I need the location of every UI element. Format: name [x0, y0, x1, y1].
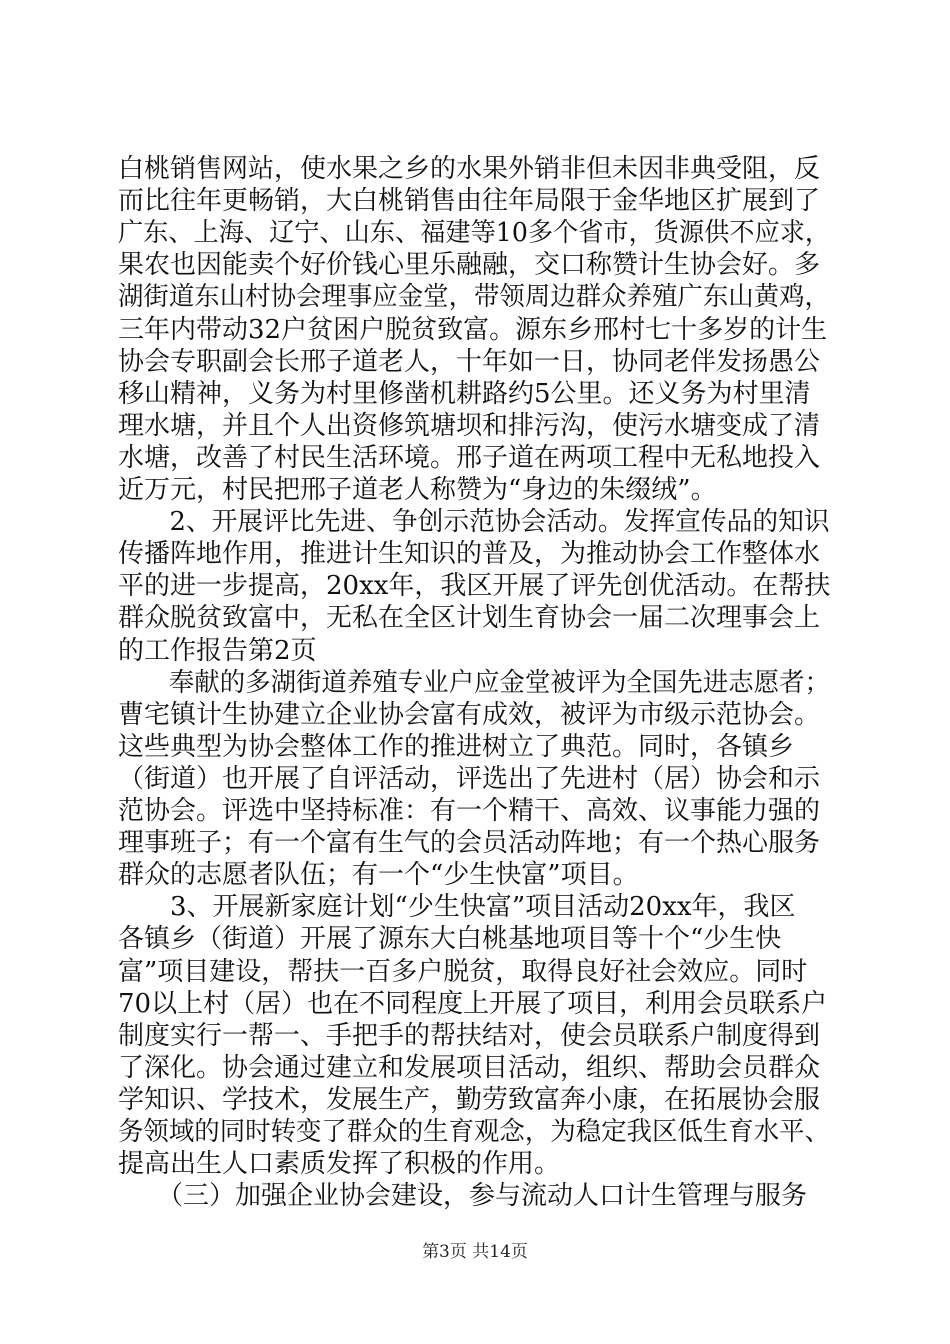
text-line: 了深化。协会通过建立和发展项目活动，组织、帮助会员群众 — [118, 1053, 821, 1083]
text-line: 群众脱贫致富中，无私在全区计划生育协会一届二次理事会上 — [118, 603, 821, 633]
text-line: 移山精神，义务为村里修凿机耕路约5公里。还义务为村里清 — [118, 379, 811, 409]
text-line: 务领域的同时转变了群众的生育观念，为稳定我区低生育水平、 — [118, 1117, 830, 1147]
text-line: （三）加强企业协会建设，参与流动人口计生管理与服务 — [118, 1181, 808, 1211]
text-line: 果农也因能卖个好价钱心里乐融融，交口称赞计生协会好。多 — [118, 250, 821, 280]
text-line: 制度实行一帮一、手把手的帮扶结对，使会员联系户制度得到 — [118, 1021, 821, 1051]
text-line: 湖街道东山村协会理事应金堂，带领周边群众养殖广东山黄鸡， — [118, 282, 830, 312]
text-line: 富”项目建设，帮扶一百多户脱贫，取得良好社会效应。同时 — [118, 957, 808, 987]
text-line: （街道）也开展了自评活动，评选出了先进村（居）协会和示 — [118, 764, 821, 794]
text-line: 传播阵地作用，推进计生知识的普及，为推动协会工作整体水 — [118, 539, 821, 569]
text-line: 协会专职副会长邢子道老人，十年如一日，协同老伴发扬愚公 — [118, 347, 821, 377]
text-line: 的工作报告第2页 — [118, 636, 317, 666]
text-line: 水塘，改善了村民生活环境。邢子道在两项工程中无私地投入 — [118, 443, 821, 473]
text-line: 而比往年更畅销，大白桃销售由往年局限于金华地区扩展到了 — [118, 186, 821, 216]
text-line: 理事班子；有一个富有生气的会员活动阵地；有一个热心服务 — [118, 828, 821, 858]
text-line: 近万元，村民把邢子道老人称赞为“身边的朱缀绒”。 — [118, 475, 717, 505]
text-line: 平的进一步提高，20xx年，我区开展了评先创优活动。在帮扶 — [118, 571, 831, 601]
text-line: 这些典型为协会整体工作的推进树立了典范。同时，各镇乡 — [118, 732, 795, 762]
text-line: 白桃销售网站，使水果之乡的水果外销非但未因非典受阻，反 — [118, 154, 821, 184]
text-line: 70以上村（居）也在不同程度上开展了项目，利用会员联系户 — [118, 989, 828, 1019]
text-line: 各镇乡（街道）开展了源东大白桃基地项目等十个“少生快 — [118, 924, 782, 954]
text-line: 学知识、学技术，发展生产，勤劳致富奔小康，在拓展协会服 — [118, 1085, 821, 1115]
text-line: 2、开展评比先进、争创示范协会活动。发挥宣传品的知识 — [118, 507, 830, 537]
text-line: 群众的志愿者队伍；有一个“少生快富”项目。 — [118, 860, 639, 890]
text-line: 理水塘，并且个人出资修筑塘坝和排污沟，使污水塘变成了清 — [118, 411, 821, 441]
page-footer: 第3页 共14页 — [422, 1242, 528, 1262]
text-line: 广东、上海、辽宁、山东、福建等10多个省市，货源供不应求， — [118, 218, 831, 248]
text-line: 曹宅镇计生协建立企业协会富有成效，被评为市级示范协会。 — [118, 700, 821, 730]
text-line: 提高出生人口素质发挥了积极的作用。 — [118, 1149, 561, 1179]
text-line: 奉献的多湖街道养殖专业户应金堂被评为全国先进志愿者； — [118, 668, 830, 698]
text-line: 范协会。评选中坚持标准：有一个精干、高效、议事能力强的 — [118, 796, 821, 826]
text-line: 3、开展新家庭计划“少生快富”项目活动20xx年，我区 — [118, 892, 796, 922]
text-line: 三年内带动32户贫困户脱贫致富。源东乡邢村七十多岁的计生 — [118, 315, 828, 345]
